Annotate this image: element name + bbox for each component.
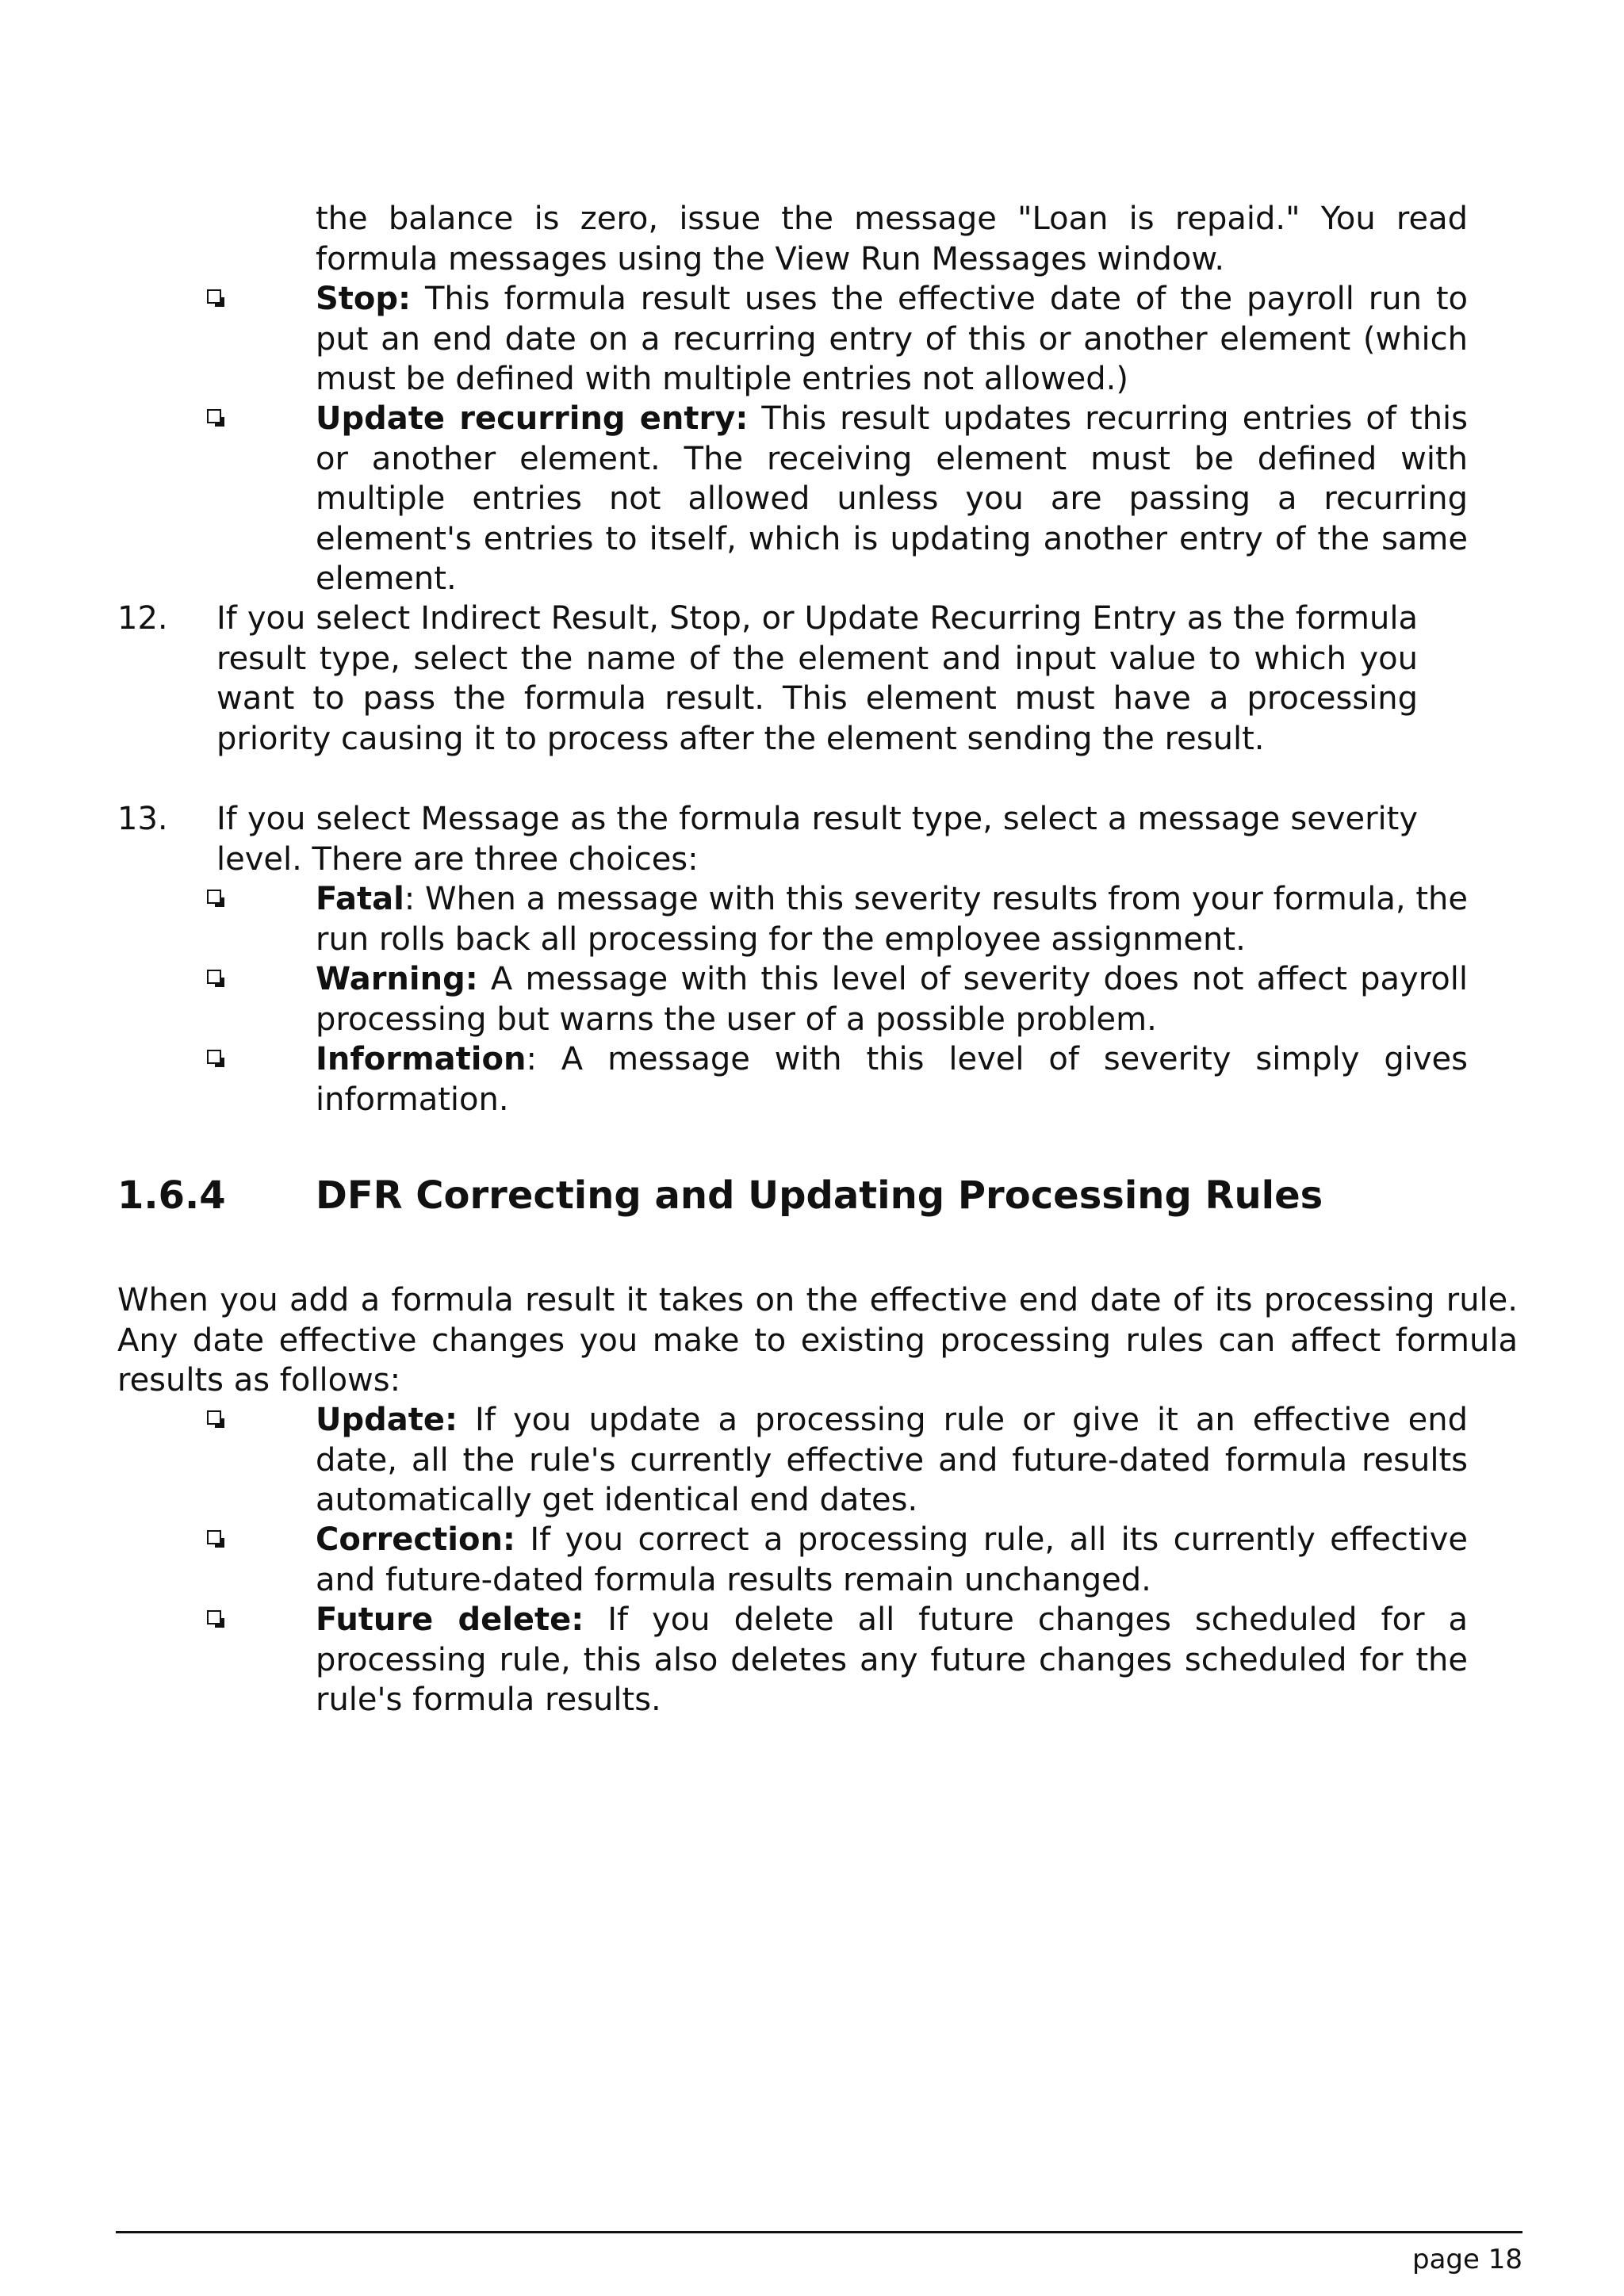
bullet-term: Fatal bbox=[316, 881, 404, 917]
section-title: DFR Correcting and Updating Processing Rules bbox=[316, 1173, 1323, 1218]
bullet-text: This formula result uses the effective date of the payroll run to put an end date on a recurring entry of this or another element (which must be defined with multiple entries not allowed.) bbox=[316, 281, 1468, 397]
bullet-term: Correction: bbox=[316, 1521, 515, 1558]
bullet-term: Update: bbox=[316, 1402, 458, 1438]
bullet-text: : A message with this level of severity simply gives information. bbox=[316, 1041, 1468, 1118]
checkbox-bullet-icon bbox=[207, 1530, 221, 1544]
bullet-body bbox=[316, 959, 1468, 1039]
continuation-paragraph: the balance is zero, issue the message "Loan is repaid." You read formula messages using the View Run Messages window. bbox=[316, 201, 1468, 277]
bullet-text: A message with this level of severity does not affect payroll processing but warns the user of a possible problem. bbox=[316, 961, 1468, 1038]
footer-divider bbox=[116, 2231, 1522, 2233]
bullet-text: If you correct a processing rule, all its currently effective and future-dated formula results remain unchanged. bbox=[316, 1521, 1468, 1598]
bullet-body bbox=[316, 1400, 1468, 1521]
checkbox-bullet-icon bbox=[207, 890, 221, 904]
item-number: 13. bbox=[117, 801, 168, 837]
item-number: 12. bbox=[117, 600, 168, 637]
bullet-body bbox=[316, 1520, 1468, 1600]
bullet-body bbox=[316, 1600, 1468, 1720]
bullet-body bbox=[316, 879, 1468, 959]
bullet-body bbox=[316, 1039, 1468, 1119]
bullet-term: Future delete: bbox=[316, 1601, 584, 1638]
bullet-term: Information bbox=[316, 1041, 527, 1077]
bullet-text: If you delete all future changes scheduled for a processing rule, this also deletes any future changes scheduled for the rule's formula results. bbox=[316, 1601, 1468, 1718]
section-number: 1.6.4 bbox=[117, 1173, 226, 1218]
checkbox-bullet-icon bbox=[207, 289, 221, 304]
checkbox-bullet-icon bbox=[207, 970, 221, 984]
checkbox-bullet-icon bbox=[207, 409, 221, 423]
item-text: If you select Message as the formula result type, select a message severity level. There are three choices: bbox=[216, 801, 1418, 878]
bullet-text: This result updates recurring entries of this or another element. The receiving element must be defined with multiple entries not allowed unless you are passing a recurring element's entries to itself, which is updating another entry of the same element. bbox=[316, 400, 1468, 597]
bullet-text: : When a message with this severity results from your formula, the run rolls back all processing for the employee assignment. bbox=[316, 881, 1468, 958]
checkbox-bullet-icon bbox=[207, 1610, 221, 1624]
bullet-body bbox=[316, 399, 1468, 599]
bullet-body bbox=[316, 279, 1468, 400]
intro-paragraph: When you add a formula result it takes on the effective end date of its processing rule. Any date effective changes you make to existing processing rules can affect formula results as follows: bbox=[117, 1282, 1518, 1399]
bullet-term: Warning: bbox=[316, 961, 478, 997]
item-text: If you select Indirect Result, Stop, or Update Recurring Entry as the formula result type, select the name of the element and input value to which you want to pass the formula result. This element must have a processing priority causing it to process after the element sending the result. bbox=[216, 600, 1418, 757]
checkbox-bullet-icon bbox=[207, 1410, 221, 1425]
bullet-term: Update recurring entry: bbox=[316, 400, 749, 437]
page-number: page 18 bbox=[1412, 2244, 1522, 2275]
bullet-text: If you update a processing rule or give it an effective end date, all the rule's currently effective and future-dated formula results automatically get identical end dates. bbox=[316, 1402, 1468, 1518]
bullet-term: Stop: bbox=[316, 281, 412, 317]
checkbox-bullet-icon bbox=[207, 1050, 221, 1064]
